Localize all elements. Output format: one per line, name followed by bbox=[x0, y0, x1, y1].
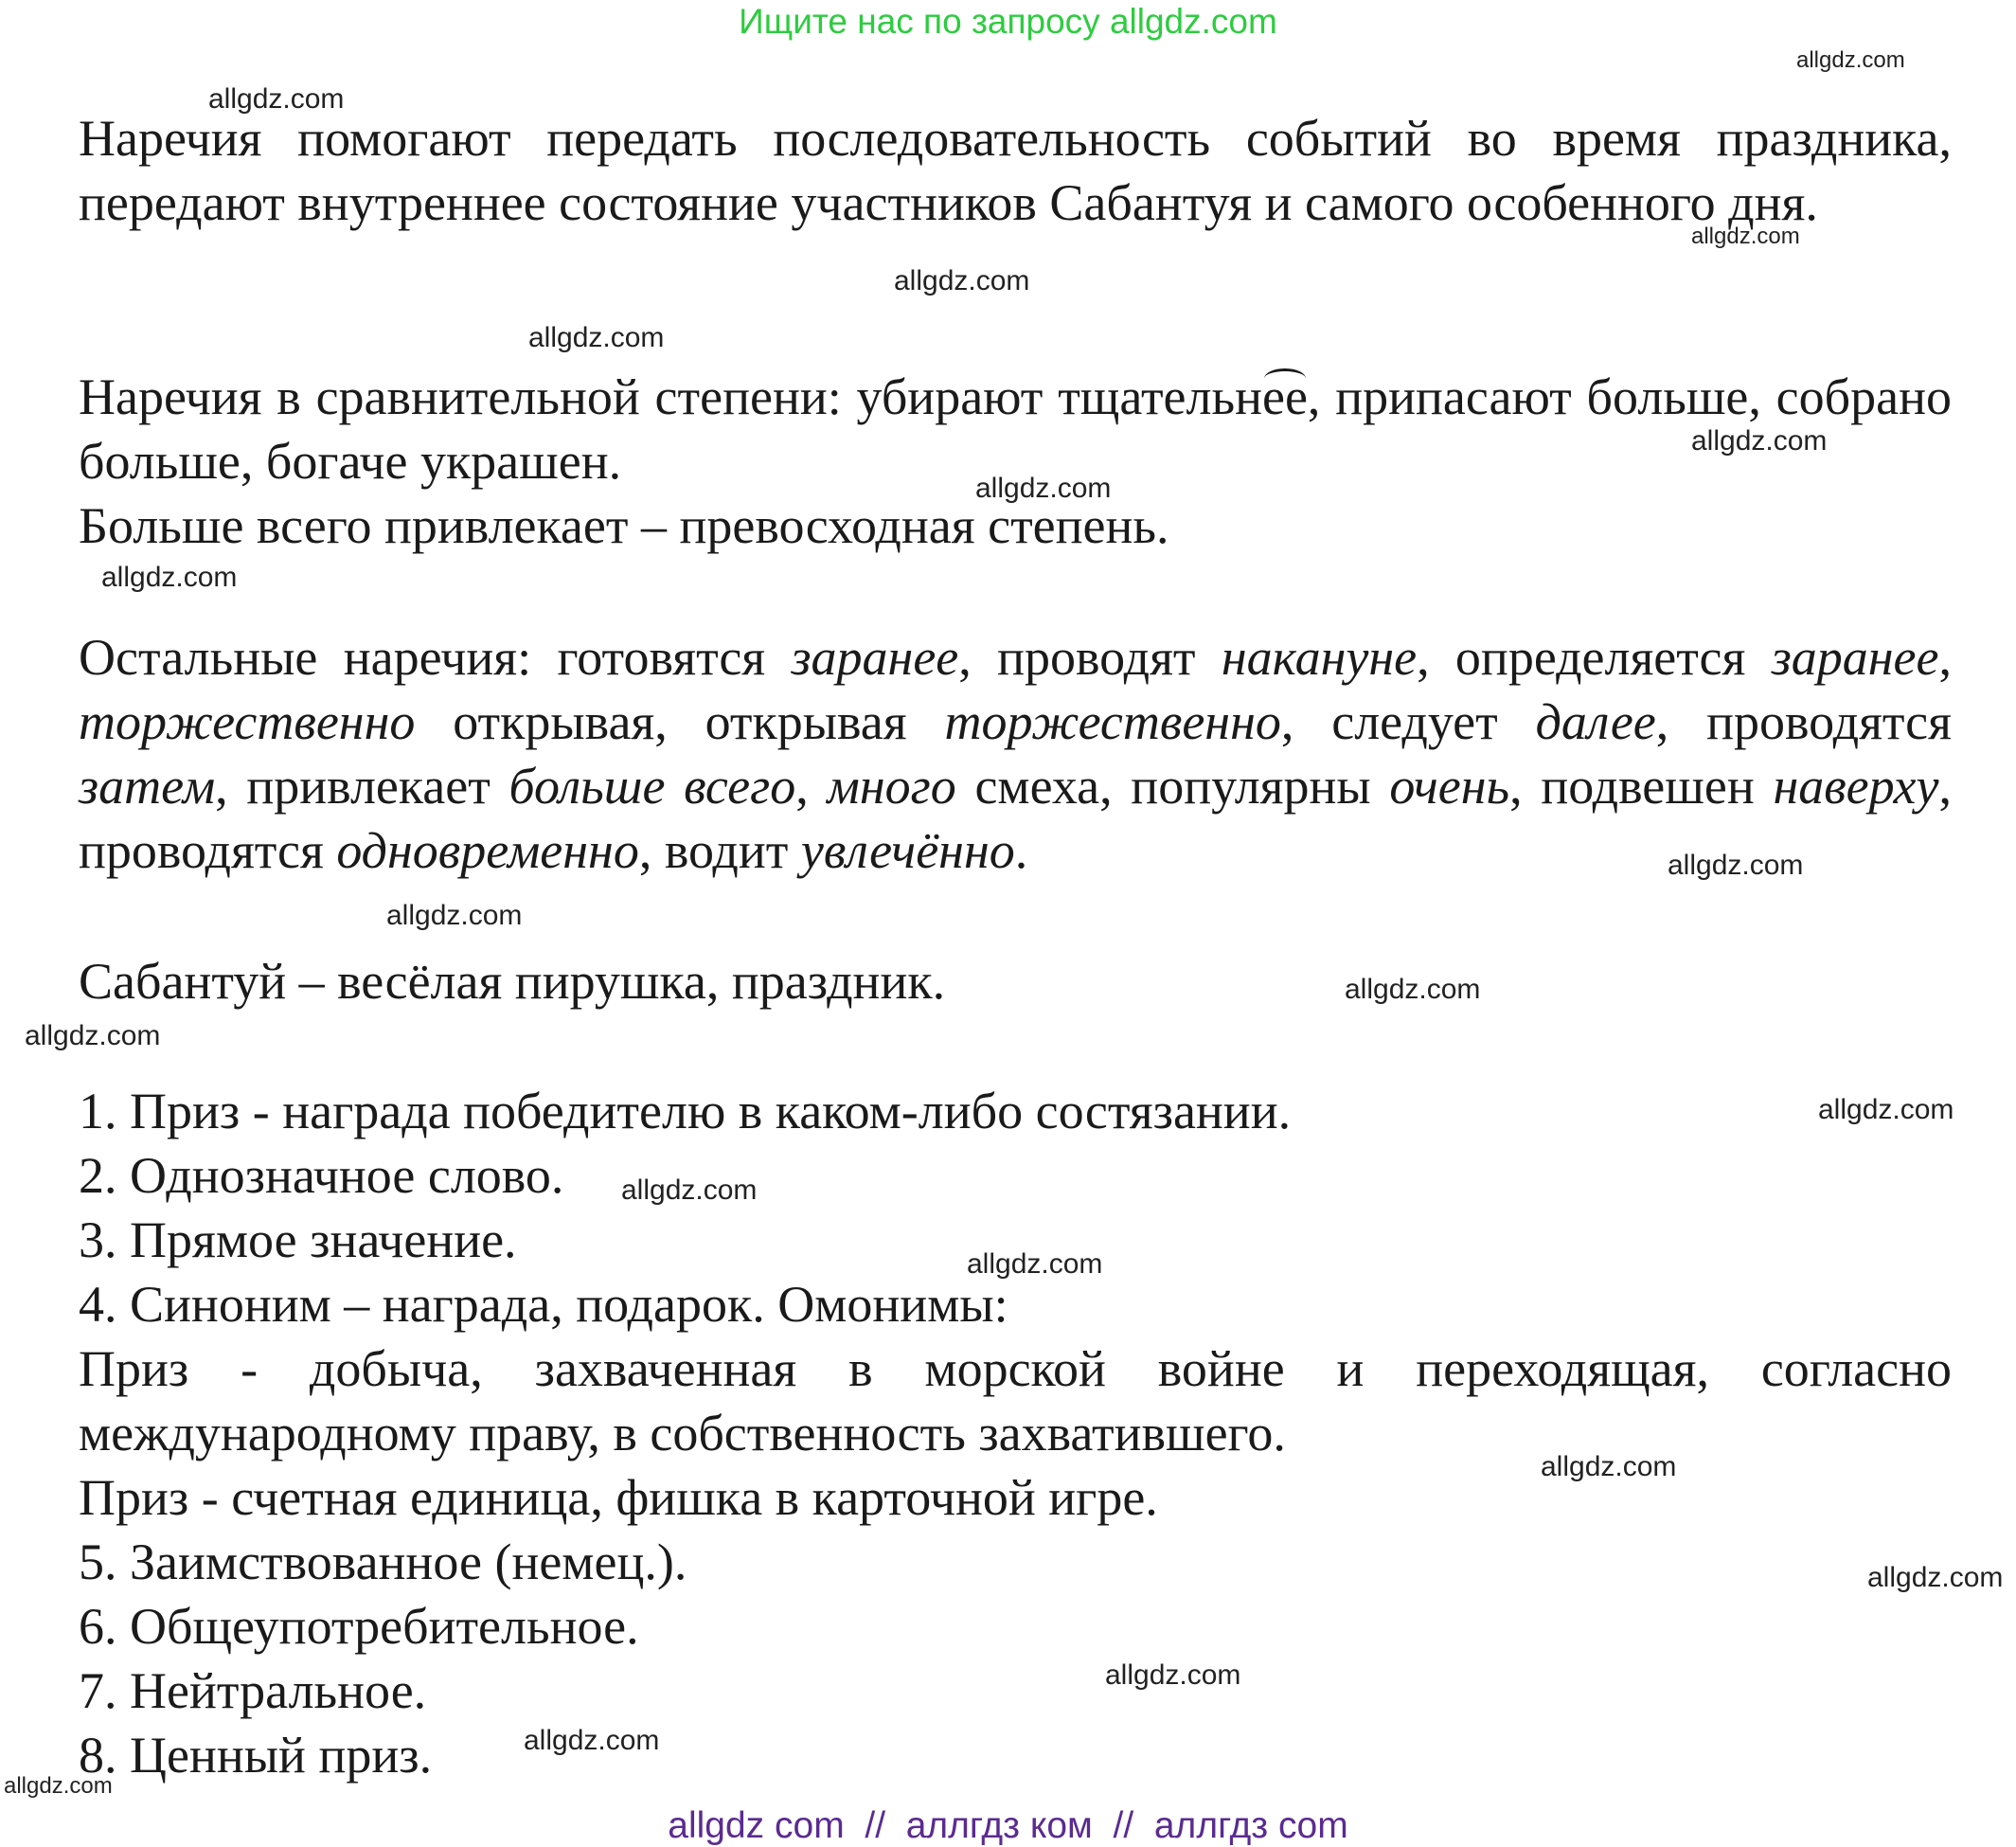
watermark: allgdz.com bbox=[1796, 47, 1905, 73]
list-item: 1. Приз - награда победителю в каком-либо состязании. bbox=[79, 1083, 1292, 1139]
list-item: 2. Однозначное слово. bbox=[79, 1147, 564, 1204]
watermark: allgdz.com bbox=[208, 83, 345, 115]
list-item: 7. Нейтральное. bbox=[79, 1662, 427, 1719]
paragraph-text: Остальные наречия: готовятся заранее, проводят накануне, определяется заранее, торжественно открывая, открывая торжественно, следует далее, проводятся затем, привлекает больше всего, много смеха, популярны очень, подвешен наверху, проводятся одновременно, водит увлечённо. bbox=[79, 629, 1952, 879]
list-item: Приз - добыча, захваченная в морской войне и переходящая, согласно международному праву, в собственность захватившего. bbox=[79, 1340, 1952, 1461]
watermark: allgdz.com bbox=[1691, 224, 1800, 249]
list-item: 6. Общеупотребительное. bbox=[79, 1598, 639, 1655]
paragraph-text: Наречия в сравнительной степени: убирают тщательнее, припасают больше, собрано больше, богаче украшен. bbox=[79, 365, 1952, 493]
watermark: allgdz.com bbox=[1105, 1659, 1241, 1691]
answer-list bbox=[79, 1079, 1952, 1787]
watermark: allgdz.com bbox=[1668, 850, 1804, 881]
watermark: allgdz.com bbox=[386, 900, 523, 931]
watermark: allgdz.com bbox=[1867, 1562, 2004, 1593]
paragraph-text: Сабантуй – весёлая пирушка, праздник. bbox=[79, 953, 946, 1010]
watermark: allgdz.com bbox=[967, 1248, 1103, 1280]
watermark: allgdz.com bbox=[1818, 1094, 1954, 1125]
watermark: allgdz.com bbox=[621, 1175, 758, 1206]
paragraph-text: Наречия помогают передать последовательность событий во время праздника, передают внутреннее состояние участников Сабантуя и самого особенного дня. bbox=[79, 110, 1952, 231]
watermark: allgdz.com bbox=[25, 1020, 161, 1051]
list-item: Приз - счетная единица, фишка в карточной игре. bbox=[79, 1469, 1158, 1526]
watermark: allgdz.com bbox=[528, 322, 665, 353]
list-item: 3. Прямое значение. bbox=[79, 1211, 517, 1268]
paragraph-other-adverbs bbox=[79, 625, 1952, 883]
watermark: allgdz.com bbox=[894, 265, 1030, 296]
watermark: allgdz.com bbox=[1541, 1451, 1677, 1482]
paragraph-adverbs-intro bbox=[79, 106, 1952, 235]
watermark: allgdz.com bbox=[524, 1725, 660, 1756]
watermark: allgdz.com bbox=[1691, 425, 1828, 457]
list-item: 5. Заимствованное (немец.). bbox=[79, 1533, 687, 1590]
list-item: 4. Синоним – награда, подарок. Омонимы: bbox=[79, 1276, 1008, 1333]
paragraph-comparative bbox=[79, 365, 1952, 558]
watermark: allgdz.com bbox=[975, 473, 1112, 504]
footer-watermark: allgdz com // аллгдз ком // аллгдз com bbox=[668, 1805, 1348, 1846]
paragraph-superlative: Больше всего привлекает – превосходная степень. bbox=[79, 497, 1169, 554]
watermark: allgdz.com bbox=[1345, 974, 1481, 1005]
search-banner: Ищите нас по запросу allgdz.com bbox=[739, 2, 1277, 41]
watermark: allgdz.com bbox=[4, 1773, 113, 1799]
stress-arc-mark: ее bbox=[1262, 365, 1308, 429]
paragraph-sabantuy bbox=[79, 949, 1952, 1013]
list-item: 8. Ценный приз. bbox=[79, 1727, 433, 1784]
watermark: allgdz.com bbox=[101, 562, 238, 593]
